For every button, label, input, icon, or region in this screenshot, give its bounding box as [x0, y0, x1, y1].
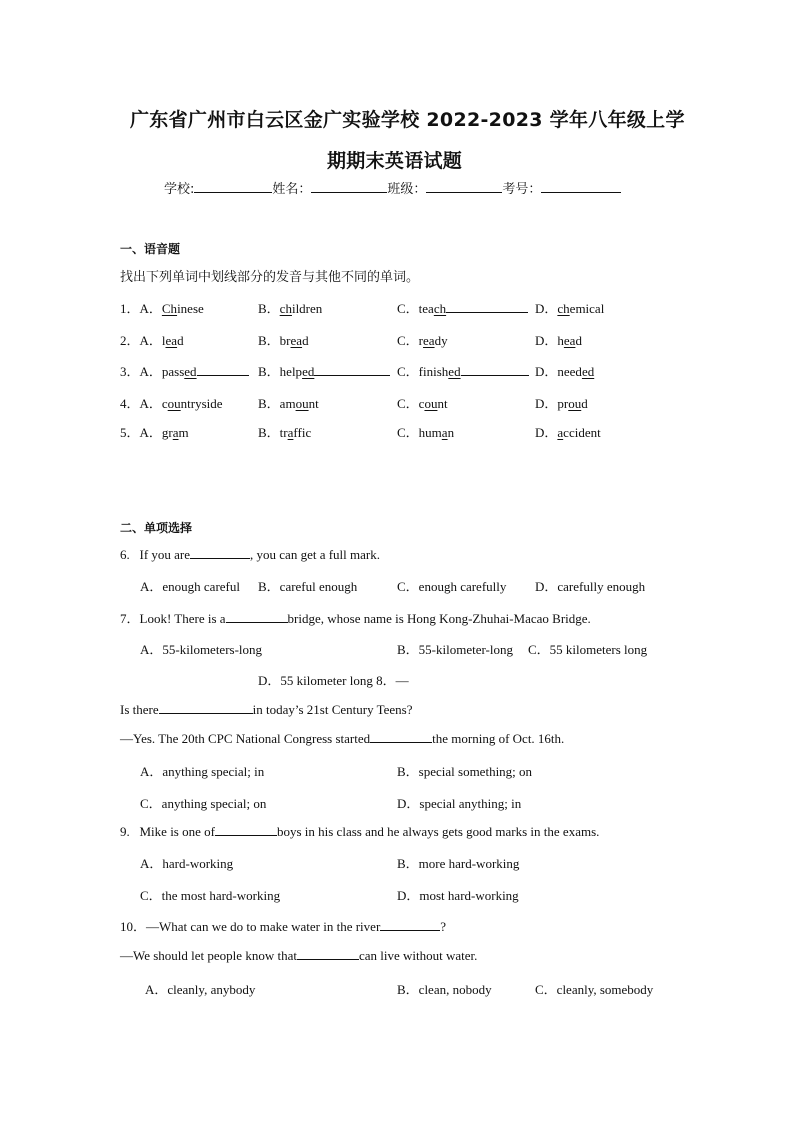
- q4-option-d[interactable]: D．proud: [535, 396, 588, 411]
- q2-option-a[interactable]: 2．A．lead: [120, 333, 184, 348]
- section2-heading: 二、单项选择: [120, 521, 193, 535]
- q7-answer-blank[interactable]: [226, 610, 288, 623]
- q2-option-d[interactable]: D．head: [535, 333, 582, 348]
- q6-answer-blank[interactable]: [190, 546, 250, 559]
- school-label: 学校:: [164, 182, 195, 197]
- q7-option-a[interactable]: A．55-kilometers-long: [140, 642, 263, 657]
- q6-option-a[interactable]: A．enough careful: [140, 579, 240, 594]
- q10-option-a[interactable]: A．cleanly, anybody: [145, 982, 256, 997]
- q2-option-b[interactable]: B．bread: [258, 333, 309, 348]
- q8-option-d[interactable]: D．special anything; in: [397, 796, 522, 811]
- q10-stem-line1: 10．—What can we do to make water in the river ?: [120, 919, 447, 934]
- name-field[interactable]: [311, 180, 387, 193]
- number-label: 考号：: [502, 182, 542, 197]
- q2-option-c[interactable]: C．ready: [397, 333, 448, 348]
- q1-option-a[interactable]: 1．A．Chinese: [120, 301, 204, 316]
- q1-rule: [446, 300, 528, 313]
- page-title-line2: 期期末英语试题: [327, 150, 463, 172]
- page-title-line1: 广东省广州市白云区金广实验学校 2022-2023 学年八年级上学: [130, 109, 685, 131]
- q6-stem: 6. If you are , you can get a full mark.: [120, 547, 380, 562]
- q4-option-c[interactable]: C．count: [397, 396, 448, 411]
- q10-answer-blank-2[interactable]: [297, 947, 359, 960]
- q3-option-c[interactable]: C．finished: [397, 361, 529, 380]
- q3-rule-a: [197, 363, 249, 376]
- student-info-row: [164, 178, 621, 197]
- q10-stem-line2: —We should let people know that can live without water.: [120, 948, 478, 963]
- section1-heading: 一、语音题: [120, 242, 181, 256]
- q3-rule-b: [314, 363, 390, 376]
- q4-option-a[interactable]: 4．A．countryside: [120, 396, 223, 411]
- q8-answer-blank-1[interactable]: [159, 701, 253, 714]
- q3-rule-c: [461, 363, 529, 376]
- q5-option-d[interactable]: D．accident: [535, 425, 601, 440]
- class-label: 班级：: [387, 182, 427, 197]
- q9-stem: 9. Mike is one of boys in his class and he always gets good marks in the exams.: [120, 824, 600, 839]
- number-field[interactable]: [541, 180, 621, 193]
- q7-option-c[interactable]: C．55 kilometers long: [528, 642, 648, 657]
- q10-option-c[interactable]: C．cleanly, somebody: [535, 982, 654, 997]
- q10-answer-blank-1[interactable]: [380, 918, 440, 931]
- q8-stem-line2: —Yes. The 20th CPC National Congress started the morning of Oct. 16th.: [120, 731, 565, 746]
- q1-option-b[interactable]: B．children: [258, 301, 323, 316]
- q9-option-d[interactable]: D．most hard-working: [397, 888, 519, 903]
- q7-option-b[interactable]: B．55-kilometer-long: [397, 642, 513, 657]
- q5-option-b[interactable]: B．traffic: [258, 425, 312, 440]
- q6-option-b[interactable]: B．careful enough: [258, 579, 358, 594]
- name-label: 姓名：: [272, 182, 312, 197]
- q5-option-c[interactable]: C．human: [397, 425, 455, 440]
- q3-option-a[interactable]: 3．A．passed: [120, 361, 249, 380]
- q10-option-b[interactable]: B．clean, nobody: [397, 982, 492, 997]
- q4-option-b[interactable]: B．amount: [258, 396, 319, 411]
- school-field[interactable]: [194, 180, 272, 193]
- q8-option-a[interactable]: A．anything special; in: [140, 764, 265, 779]
- class-field[interactable]: [426, 180, 502, 193]
- q8-option-b[interactable]: B．special something; on: [397, 764, 533, 779]
- q3-option-b[interactable]: B．helped: [258, 361, 390, 380]
- q6-option-d[interactable]: D．carefully enough: [535, 579, 646, 594]
- section1-instruction: 找出下列单词中划线部分的发音与其他不同的单词。: [120, 270, 420, 285]
- q9-answer-blank[interactable]: [215, 823, 277, 836]
- q3-option-d[interactable]: D．needed: [535, 364, 595, 379]
- q9-option-b[interactable]: B．more hard-working: [397, 856, 520, 871]
- q9-option-a[interactable]: A．hard-working: [140, 856, 234, 871]
- q1-option-d[interactable]: D．chemical: [535, 301, 605, 316]
- q7-option-d[interactable]: D．55 kilometer long 8．—: [258, 673, 409, 688]
- q5-option-a[interactable]: 5．A．gram: [120, 425, 189, 440]
- q8-stem-line1: Is there in today’s 21st Century Teens?: [120, 702, 413, 717]
- q9-option-c[interactable]: C．the most hard-working: [140, 888, 281, 903]
- q1-option-c[interactable]: C．teach: [397, 298, 528, 317]
- q8-answer-blank-2[interactable]: [370, 730, 432, 743]
- q6-option-c[interactable]: C．enough carefully: [397, 579, 507, 594]
- q7-stem: 7．Look! There is a bridge, whose name is Hong Kong-Zhuhai-Macao Bridge.: [120, 611, 591, 626]
- q8-option-c[interactable]: C．anything special; on: [140, 796, 267, 811]
